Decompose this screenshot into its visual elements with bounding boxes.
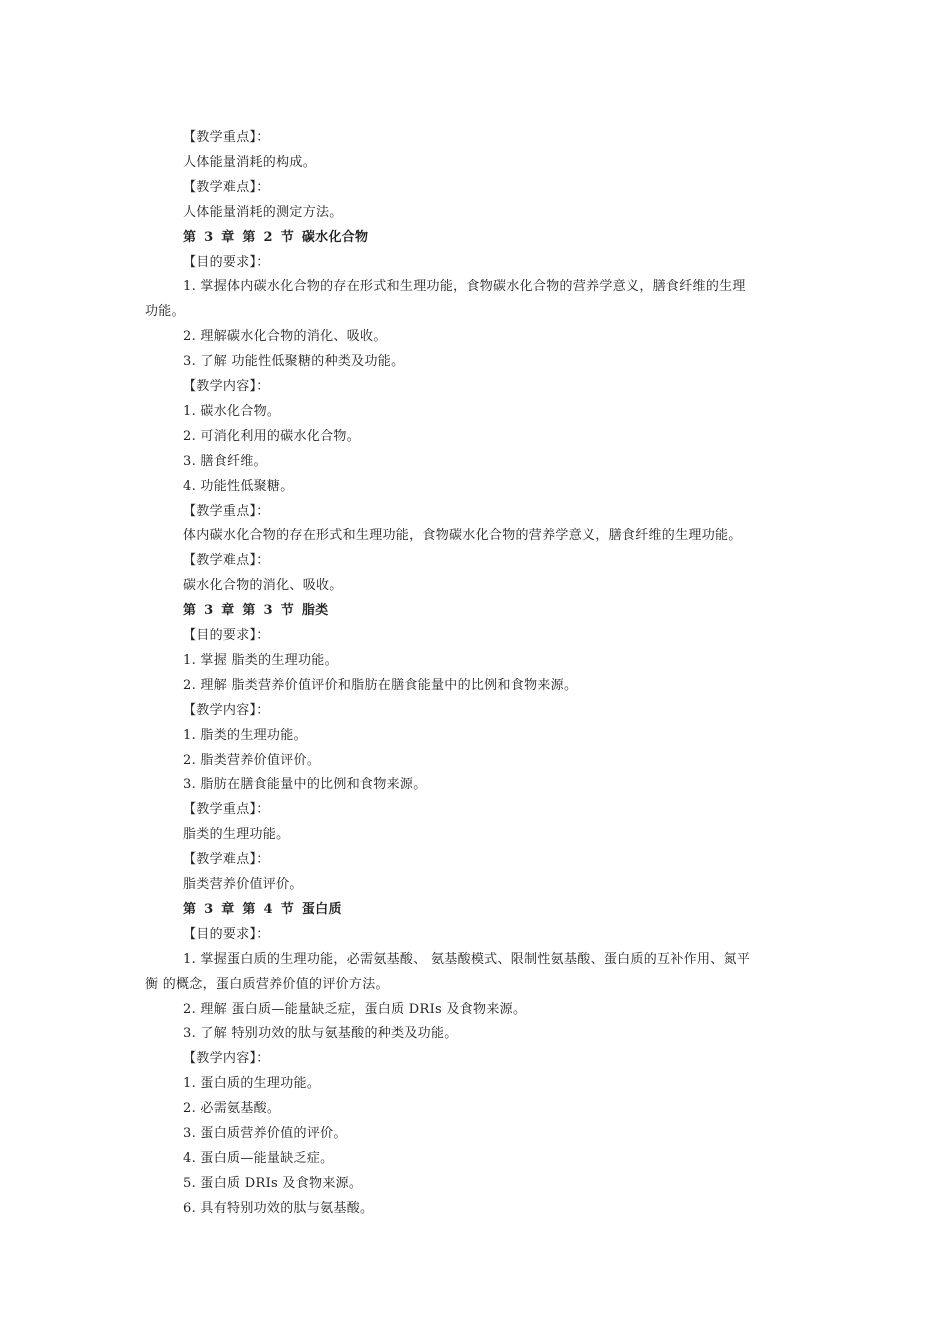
text-line: 人体能量消耗的测定方法。 xyxy=(183,204,343,220)
text-line: 【教学重点】： xyxy=(183,802,270,818)
text-line: 【目的要求】： xyxy=(183,926,270,942)
text-line: 6. 具有特别功效的肽与氨基酸。 xyxy=(183,1200,374,1216)
text-line: 体内碳水化合物的存在形式和生理功能，食物碳水化合物的营养学意义，膳食纤维的生理功能。 xyxy=(183,528,742,544)
text-line: 【教学难点】： xyxy=(183,852,270,868)
text-line: 【目的要求】： xyxy=(183,254,270,270)
text-line: 4. 功能性低聚糖。 xyxy=(183,478,294,494)
text-line: 1. 蛋白质的生理功能。 xyxy=(183,1076,321,1092)
text-line: 3. 蛋白质营养价值的评价。 xyxy=(183,1126,347,1141)
text-line: 【教学难点】： xyxy=(183,553,270,569)
text-line: 【教学内容】： xyxy=(183,702,270,718)
text-line: 3. 膳食纤维。 xyxy=(183,453,267,469)
text-line: 2. 理解 脂类营养价值评价和脂肪在膳食能量中的比例和食物来源。 xyxy=(183,677,578,693)
section-heading: 第 3 章 第 3 节 脂类 xyxy=(183,603,329,619)
text-line: 1. 掌握体内碳水化合物的存在形式和生理功能，食物碳水化合物的营养学意义，膳食纤维的生理 xyxy=(183,279,746,295)
text-line: 脂类营养价值评价。 xyxy=(183,877,303,892)
text-line: 1. 脂类的生理功能。 xyxy=(183,727,307,743)
section-heading: 第 3 章 第 2 节 碳水化合物 xyxy=(183,229,369,245)
text-line: 2. 理解 蛋白质—能量缺乏症，蛋白质 DRIs 及食物来源。 xyxy=(183,1001,527,1017)
text-line: 【教学重点】： xyxy=(183,130,270,145)
text-line: 【教学内容】： xyxy=(183,379,270,394)
text-line: 2. 理解碳水化合物的消化、吸收。 xyxy=(183,329,387,345)
text-line: 5. 蛋白质 DRIs 及食物来源。 xyxy=(183,1175,363,1191)
text-line: 1. 碳水化合物。 xyxy=(183,403,281,419)
text-line: 功能。 xyxy=(145,304,185,320)
text-line: 2. 脂类营养价值评价。 xyxy=(183,752,321,768)
text-line: 【教学难点】： xyxy=(183,179,270,195)
text-line: 【教学重点】： xyxy=(183,503,270,519)
text-line: 3. 了解 特别功效的肽与氨基酸的种类及功能。 xyxy=(183,1026,458,1042)
text-line: 【目的要求】： xyxy=(183,628,270,643)
text-line: 衡 的概念，蛋白质营养价值的评价方法。 xyxy=(145,976,389,992)
text-line: 脂类的生理功能。 xyxy=(183,827,290,843)
text-line: 2. 可消化利用的碳水化合物。 xyxy=(183,428,361,444)
text-line: 3. 脂肪在膳食能量中的比例和食物来源。 xyxy=(183,777,427,793)
text-line: 人体能量消耗的构成。 xyxy=(183,154,317,170)
text-line: 【教学内容】： xyxy=(183,1051,270,1067)
text-line: 碳水化合物的消化、吸收。 xyxy=(183,578,343,594)
section-heading: 第 3 章 第 4 节 蛋白质 xyxy=(183,901,342,917)
text-line: 2. 必需氨基酸。 xyxy=(183,1101,281,1117)
text-line: 3. 了解 功能性低聚糖的种类及功能。 xyxy=(183,354,405,370)
text-line: 1. 掌握 脂类的生理功能。 xyxy=(183,652,338,668)
text-line: 1. 掌握蛋白质的生理功能，必需氨基酸、 氨基酸模式、限制性氨基酸、蛋白质的互补作用、氮平 xyxy=(183,951,751,967)
text-line: 4. 蛋白质—能量缺乏症。 xyxy=(183,1150,334,1166)
